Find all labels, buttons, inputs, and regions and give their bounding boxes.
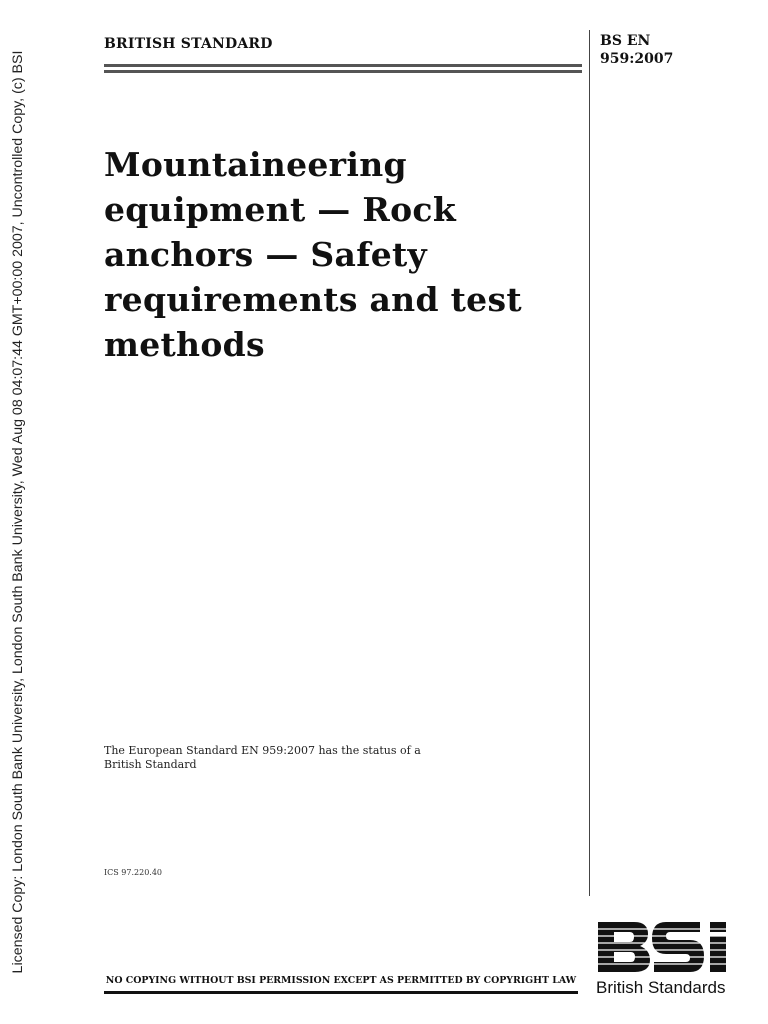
bsi-tagline: British Standards [596,978,726,997]
header-rule-top [104,64,582,67]
copyright-notice: NO COPYING WITHOUT BSI PERMISSION EXCEPT AS PERMITTED BY COPYRIGHT LAW [105,975,577,986]
status-statement [104,744,464,772]
standard-number-line1: BS EN [600,33,651,49]
license-watermark: Licensed Copy: London South Bank University, London South Bank University, Wed Aug 08 04:07:44 GMT+00:00 2007, Uncontrolled Copy, (c) BSI [10,50,26,974]
status-line: The European Standard EN 959:2007 has the status of a [104,744,421,757]
ics-code: ICS 97.220.40 [104,868,163,877]
standard-number-line2: 959:2007 [600,51,674,67]
standard-number [600,32,673,68]
header-rule-bottom [104,70,582,73]
title-line: equipment — Rock [104,190,456,229]
status-line: British Standard [104,758,197,771]
title-line: anchors — Safety [104,235,428,274]
title-line: requirements and test [104,280,522,319]
document-type-label: BRITISH STANDARD [104,36,273,52]
document-title [104,142,574,367]
title-line: methods [104,325,265,364]
vertical-divider [589,30,590,896]
footer-rule [104,991,578,994]
bsi-logo-icon [596,920,736,974]
title-line: Mountaineering [104,145,407,184]
